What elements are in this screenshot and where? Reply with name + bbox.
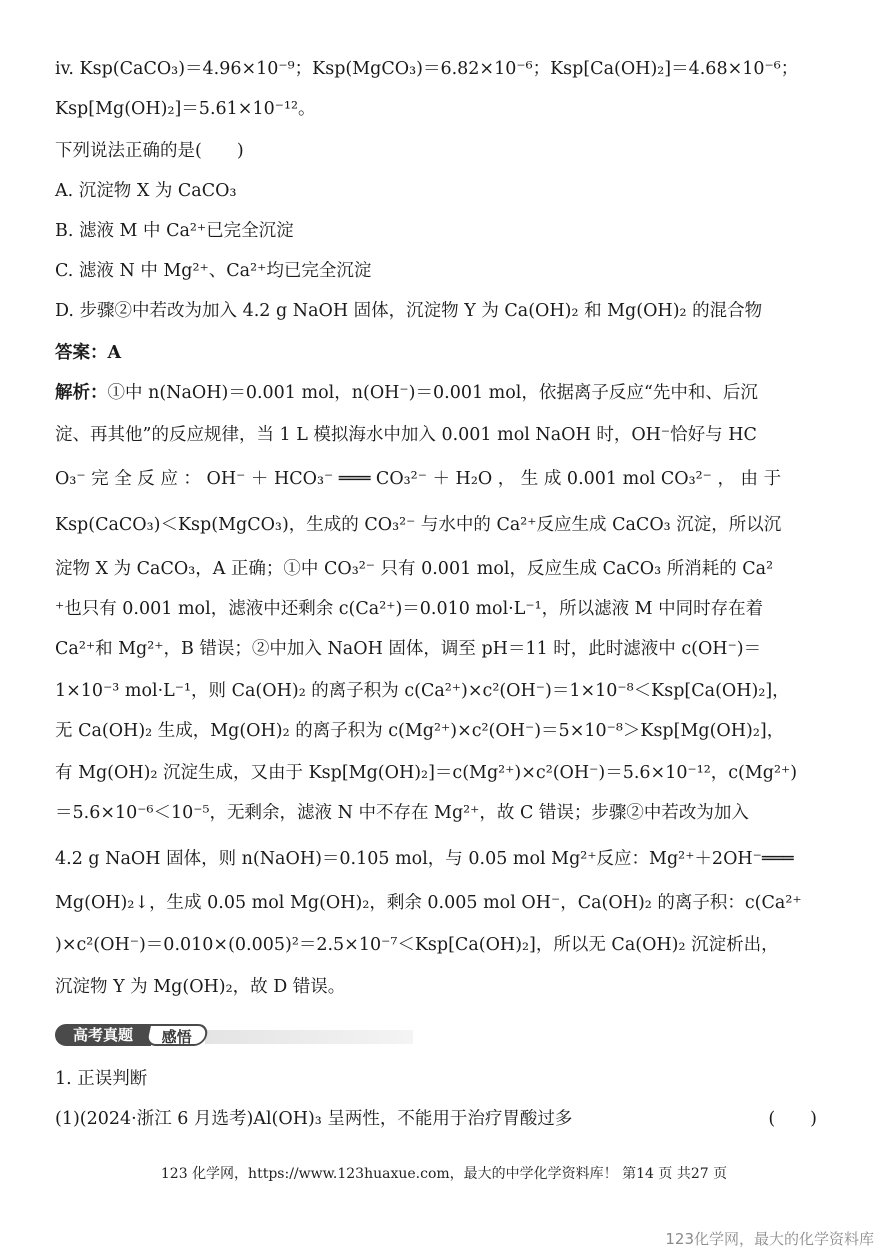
option-c: C. 滤液 N 中 Mg²⁺、Ca²⁺均已完全沉淀 <box>55 261 372 281</box>
ksp-line-2: Ksp[Mg(OH)₂]＝5.61×10⁻¹²。 <box>55 99 316 119</box>
analysis-line-1 <box>55 382 845 404</box>
banner-tag-dark: 高考真题 <box>55 1024 151 1046</box>
watermark: 123化学网，最大的化学资料库 <box>665 1230 874 1248</box>
banner-rule <box>205 1030 413 1044</box>
analysis-line-3: O₃⁻ 完 全 反 应 ： OH⁻ ＋ HCO₃⁻ ═══ CO₃²⁻ ＋ H₂O ， 生 成 0.001 mol CO₃²⁻ ， 由 于 <box>55 469 782 489</box>
answer-bracket: ( ) <box>768 1109 817 1129</box>
analysis-line-12: 4.2 g NaOH 固体，则 n(NaOH)＝0.105 mol，与 0.05 mol Mg²⁺反应：Mg²⁺＋2OH⁻═══ <box>55 849 794 869</box>
banner-tag-light <box>145 1024 210 1046</box>
analysis-line-15: 沉淀物 Y 为 Mg(OH)₂，故 D 错误。 <box>55 977 346 997</box>
answer-value: A <box>107 343 122 363</box>
analysis-line-9: 无 Ca(OH)₂ 生成，Mg(OH)₂ 的离子积为 c(Mg²⁺)×c²(OH⁻)＝5×10⁻⁸＞Ksp[Mg(OH)₂]， <box>55 721 785 741</box>
question-item-text: (1)(2024·浙江 6 月选考)Al(OH)₃ 呈两性，不能用于治疗胃酸过多 <box>55 1109 573 1129</box>
analysis-line-7: Ca²⁺和 Mg²⁺，B 错误；②中加入 NaOH 固体，调至 pH＝11 时，此时滤液中 c(OH⁻)＝ <box>55 639 762 659</box>
answer-label: 答案： <box>55 343 108 363</box>
analysis-line-11: ＝5.6×10⁻⁶＜10⁻⁵，无剩余，滤液 N 中不存在 Mg²⁺，故 C 错误；步骤②中若改为加入 <box>55 803 749 823</box>
analysis-line-2: 淀、再其他”的反应规律，当 1 L 模拟海水中加入 0.001 mol NaOH 时，OH⁻恰好与 HC <box>55 425 757 445</box>
analysis-line-5: 淀物 X 为 CaCO₃，A 正确；①中 CO₃²⁻ 只有 0.001 mol，反应生成 CaCO₃ 所消耗的 Ca² <box>55 559 774 579</box>
question-heading: 1. 正误判断 <box>55 1069 148 1089</box>
analysis-line-13: Mg(OH)₂↓，生成 0.05 mol Mg(OH)₂，剩余 0.005 mol OH⁻，Ca(OH)₂ 的离子积：c(Ca²⁺ <box>55 893 802 913</box>
banner-tag-light-text: 感悟 <box>161 1028 192 1046</box>
analysis-line-6: ⁺也只有 0.001 mol，滤液中还剩余 c(Ca²⁺)＝0.010 mol·L⁻¹，所以滤液 M 中同时存在着 <box>55 599 764 619</box>
option-a: A. 沉淀物 X 为 CaCO₃ <box>55 181 237 201</box>
answer-line <box>55 342 845 364</box>
question-prompt: 下列说法正确的是( ) <box>55 141 244 161</box>
analysis-line-10: 有 Mg(OH)₂ 沉淀生成，又由于 Ksp[Mg(OH)₂]＝c(Mg²⁺)×c²(OH⁻)＝5.6×10⁻¹²，c(Mg²⁺) <box>55 763 798 783</box>
analysis-label: 解析： <box>55 383 108 403</box>
question-item <box>55 1108 845 1130</box>
section-banner <box>55 1022 413 1048</box>
page-footer: 123 化学网，https://www.123huaxue.com，最大的中学化学资料库！ 第14 页 共27 页 <box>160 1166 728 1182</box>
analysis-line-14: )×c²(OH⁻)＝0.010×(0.005)²＝2.5×10⁻⁷＜Ksp[Ca(OH)₂]，所以无 Ca(OH)₂ 沉淀析出， <box>55 935 779 955</box>
option-d: D. 步骤②中若改为加入 4.2 g NaOH 固体，沉淀物 Y 为 Ca(OH)₂ 和 Mg(OH)₂ 的混合物 <box>55 301 763 321</box>
option-b: B. 滤液 M 中 Ca²⁺已完全沉淀 <box>55 221 294 241</box>
analysis-line-4: Ksp(CaCO₃)＜Ksp(MgCO₃)，生成的 CO₃²⁻ 与水中的 Ca²⁺反应生成 CaCO₃ 沉淀，所以沉 <box>55 515 782 535</box>
ksp-line-1: iv. Ksp(CaCO₃)＝4.96×10⁻⁹；Ksp(MgCO₃)＝6.82×10⁻⁶；Ksp[Ca(OH)₂]＝4.68×10⁻⁶； <box>55 59 799 79</box>
analysis-text-1: ①中 n(NaOH)＝0.001 mol，n(OH⁻)＝0.001 mol，依据离子反应“先中和、后沉 <box>107 383 758 403</box>
analysis-line-8: 1×10⁻³ mol·L⁻¹，则 Ca(OH)₂ 的离子积为 c(Ca²⁺)×c²(OH⁻)＝1×10⁻⁸＜Ksp[Ca(OH)₂]， <box>55 681 790 701</box>
